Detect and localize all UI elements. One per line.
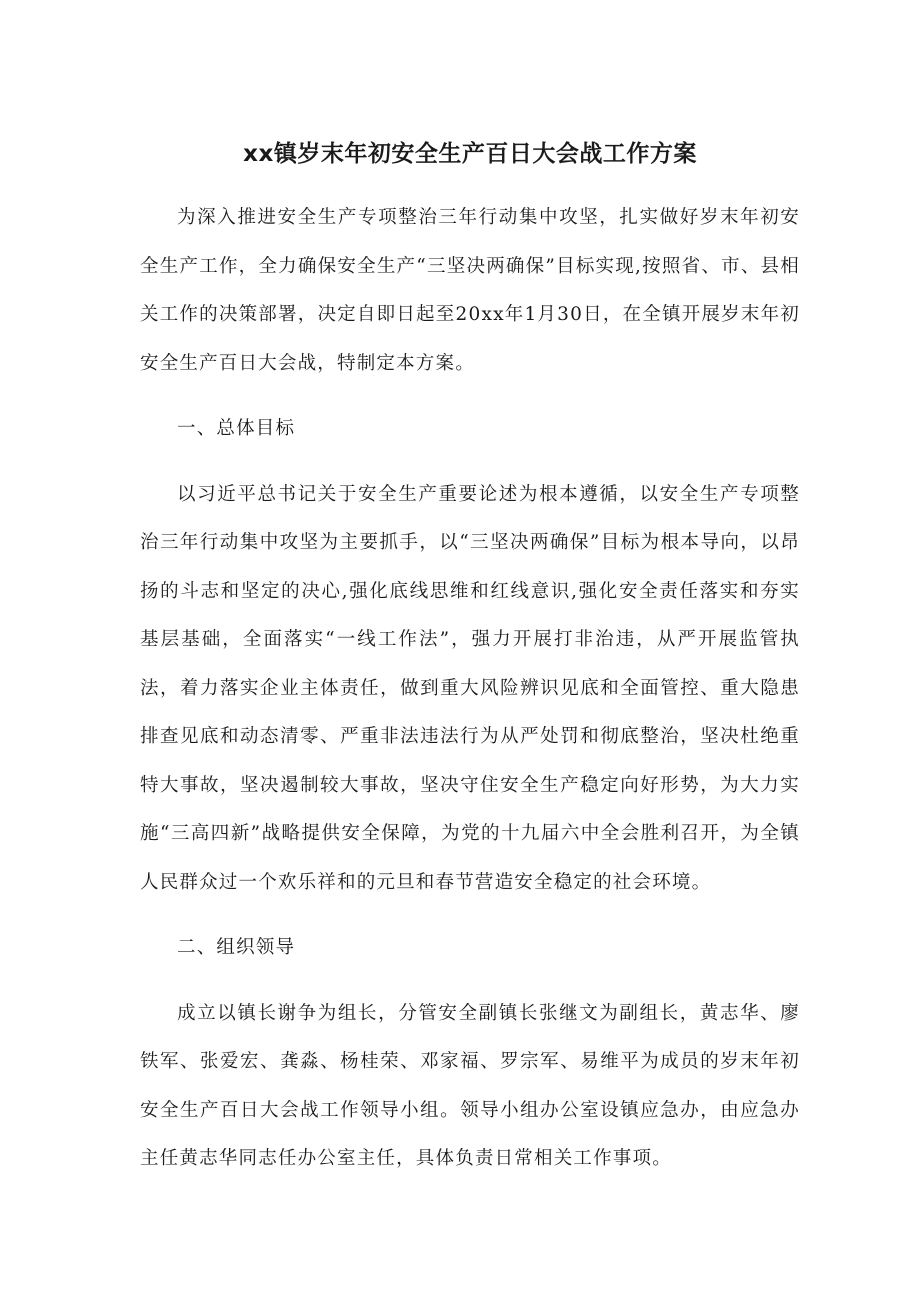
document-title: xx镇岁末年初安全生产百日大会战工作方案 [243,141,697,167]
section-body-goals: 以习近平总书记关于安全生产重要论述为根本遵循，以安全生产专项整治三年行动集中攻坚为主要抓手，以“三坚决两确保”目标为根本导向，以昂扬的斗志和坚定的决心,强化底线思维和红线意识,强化安全责任落实和夯实基层基础，全面落实“一线工作法”，强力开展打非治违，从严开展监管执法，着力落实企业主体责任，做到重大风险辨识见底和全面管控、重大隐患排查见底和动态清零、严重非法违法行为从严处罚和彻底整治，坚决杜绝重特大事故，坚决遏制较大事故，坚决守住安全生产稳定向好形势，为大力实施“三高四新”战略提供安全保障，为党的十九届六中全会胜利召开，为全镇人民群众过一个欢乐祥和的元旦和春节营造安全稳定的社会环境。 [140,483,800,893]
section-heading-organization: 二、组织领导 [177,937,296,958]
document-page [140,132,800,1201]
intro-paragraph: 为深入推进安全生产专项整治三年行动集中攻坚，扎实做好岁末年初安全生产工作，全力确保安全生产“三坚决两确保”目标实现,按照省、市、县相关工作的决策部署，决定自即日起至20xx年1月30日，在全镇开展岁末年初安全生产百日大会战，特制定本方案。 [140,207,800,374]
section-heading-goals: 一、总体目标 [177,418,296,439]
section-body-organization: 成立以镇长谢争为组长，分管安全副镇长张继文为副组长，黄志华、廖铁军、张爱宏、龚淼、杨桂荣、邓家福、罗宗军、易维平为成员的岁末年初安全生产百日大会战工作领导小组。领导小组办公室设镇应急办，由应急办主任黄志华同志任办公室主任，具体负责日常相关工作事项。 [140,1002,800,1169]
